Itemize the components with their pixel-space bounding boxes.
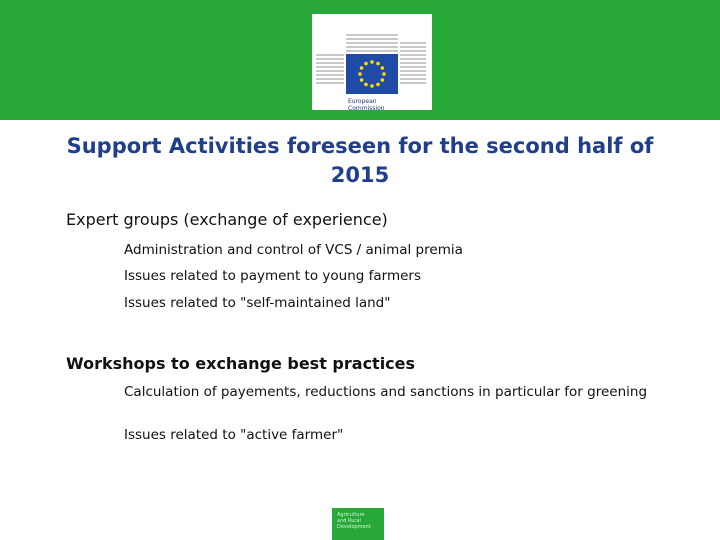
logo-text-line: Commission <box>348 105 385 112</box>
slide-title: Support Activities foreseen for the second half of 2015 <box>66 134 654 187</box>
header-band <box>0 0 720 120</box>
section-heading: Expert groups (exchange of experience) <box>66 210 388 229</box>
logo-text-line: European <box>348 98 377 105</box>
european-commission-logo <box>312 14 432 110</box>
section-heading: Workshops to exchange best practices <box>66 354 416 373</box>
badge-text-line: Development <box>337 524 371 530</box>
bullet-item: Issues related to payment to young farmers <box>124 268 421 284</box>
eu-flag-icon <box>346 54 398 94</box>
agriculture-dg-badge <box>332 508 384 540</box>
badge-text-line: and Rural <box>337 518 361 524</box>
bullet-item: Administration and control of VCS / animal premia <box>124 242 463 258</box>
bullet-item: Calculation of payements, reductions and sanctions in particular for greening <box>124 384 648 400</box>
bullet-item: Issues related to "self-maintained land" <box>124 295 391 311</box>
badge-text-line: Agriculture <box>337 512 365 518</box>
bullet-item: Issues related to "active farmer" <box>124 427 344 443</box>
logo-text <box>348 98 385 112</box>
